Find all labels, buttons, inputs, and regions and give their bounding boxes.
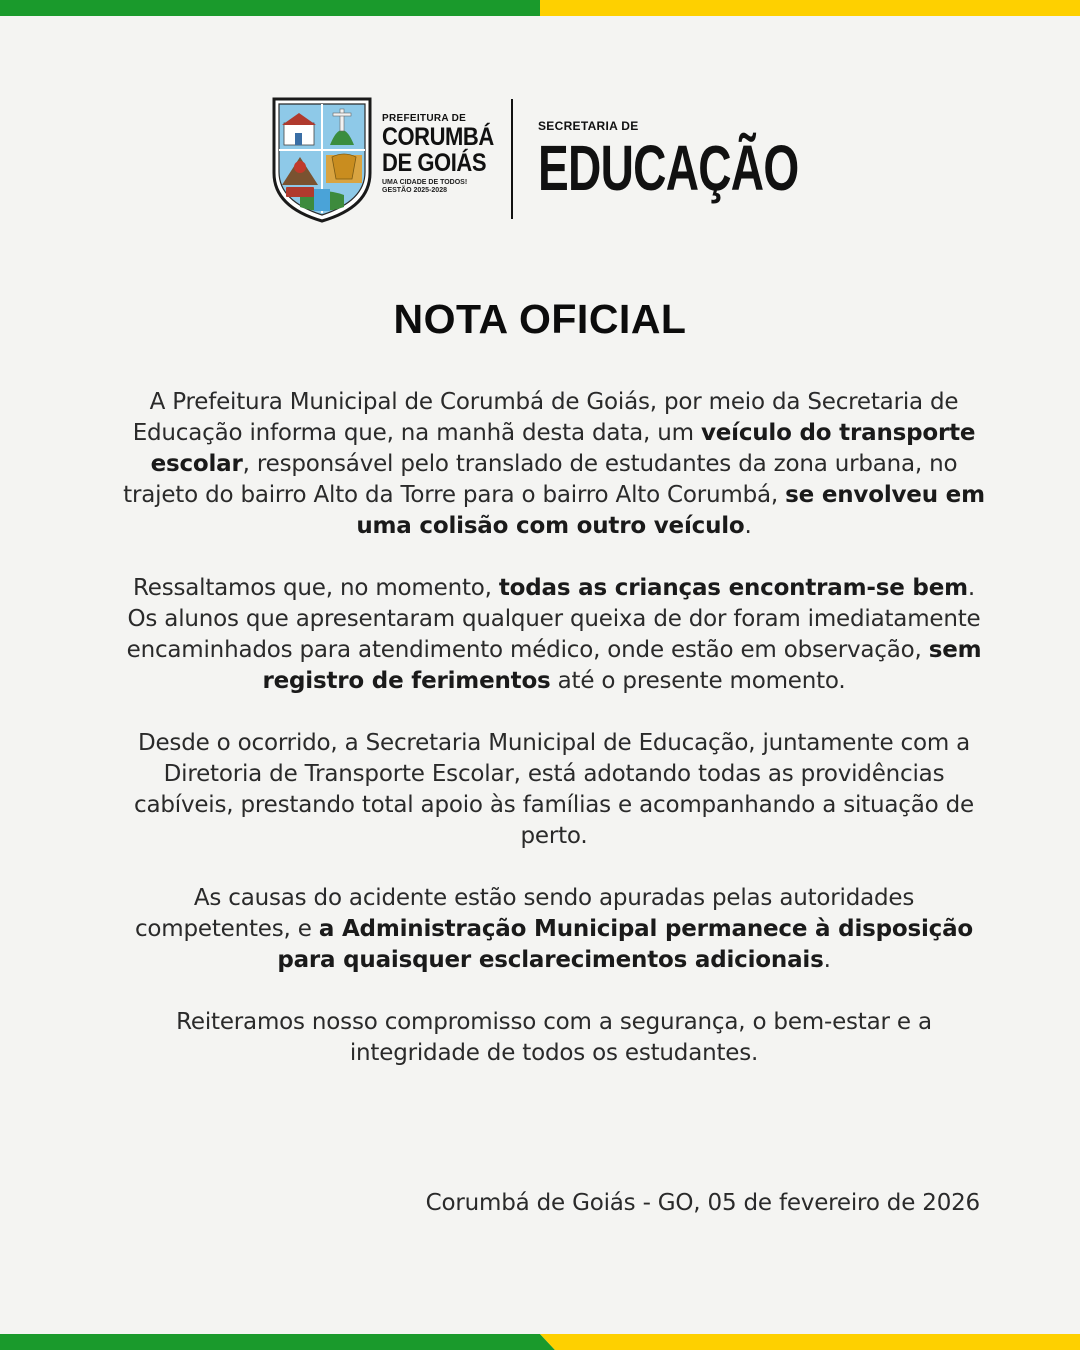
tagline <box>382 179 502 195</box>
prefeitura-wordmark <box>382 113 502 195</box>
top-yellow-stripe <box>540 0 1080 16</box>
text: Reiteramos nosso compromisso com a segurança, o bem-estar e a integridade de todos os estudantes. <box>176 1009 932 1066</box>
city-name-line1: CORUMBÁ <box>382 123 494 151</box>
paragraph-5 <box>120 1007 988 1069</box>
secretaria-name: EDUCAÇÃO <box>538 132 799 204</box>
bottom-green-stripe <box>0 1334 555 1350</box>
top-green-stripe <box>0 0 560 16</box>
bottom-flag-stripe <box>0 1334 1080 1350</box>
municipal-crest-icon <box>270 95 374 225</box>
text: , responsável pelo translado de estudantes da zona urbana, no trajeto do bairro Alto da Torre para o bairro Alto Corumbá, <box>123 451 958 508</box>
header-divider <box>511 99 513 219</box>
paragraph-3 <box>120 728 988 852</box>
page-title: NOTA OFICIAL <box>393 296 687 342</box>
note-body <box>120 387 988 1100</box>
paragraph-4 <box>120 883 988 976</box>
header-logos <box>270 95 815 225</box>
secretaria-label: SECRETARIA DE <box>538 119 639 133</box>
top-flag-stripe <box>0 0 1080 16</box>
text: . <box>823 947 831 973</box>
emphasis: todas as crianças encontram-se bem <box>498 575 968 601</box>
bottom-yellow-stripe <box>540 1334 1080 1350</box>
paragraph-1 <box>120 387 988 542</box>
text: até o presente momento. <box>550 668 846 694</box>
emphasis: veículo do transporte escolar <box>150 420 976 477</box>
secretaria-wordmark <box>538 119 900 204</box>
city-name-line2: DE GOIÁS <box>382 149 487 177</box>
paragraph-2 <box>120 573 988 697</box>
text: As causas do acidente estão sendo apuradas pelas autoridades competentes, e <box>134 885 915 942</box>
emphasis: a Administração Municipal permanece à disposição para quaisquer esclarecimentos adicionais <box>277 916 974 973</box>
dateline: Corumbá de Goiás - GO, 05 de fevereiro de 2026 <box>425 1190 980 1216</box>
emphasis: sem registro de ferimentos <box>262 637 982 694</box>
text: . Os alunos que apresentaram qualquer queixa de dor foram imediatamente encaminhados para atendimento médico, onde estão em observação, <box>126 575 981 663</box>
prefeitura-label: PREFEITURA DE <box>382 113 467 124</box>
tagline-line1: UMA CIDADE DE TODOS! <box>382 179 468 186</box>
text: . <box>744 513 752 539</box>
tagline-line2: GESTÃO 2025-2028 <box>382 187 447 194</box>
text: A Prefeitura Municipal de Corumbá de Goiás, por meio da Secretaria de Educação informa que, na manhã desta data, um <box>132 389 959 446</box>
text: Ressaltamos que, no momento, <box>133 575 499 601</box>
text: Desde o ocorrido, a Secretaria Municipal de Educação, juntamente com a Diretoria de Transporte Escolar, está adotando todas as providências cabíveis, prestando total apoio às famílias e acompanhando a situação de perto. <box>134 730 974 849</box>
emphasis: se envolveu em uma colisão com outro veículo <box>356 482 985 539</box>
